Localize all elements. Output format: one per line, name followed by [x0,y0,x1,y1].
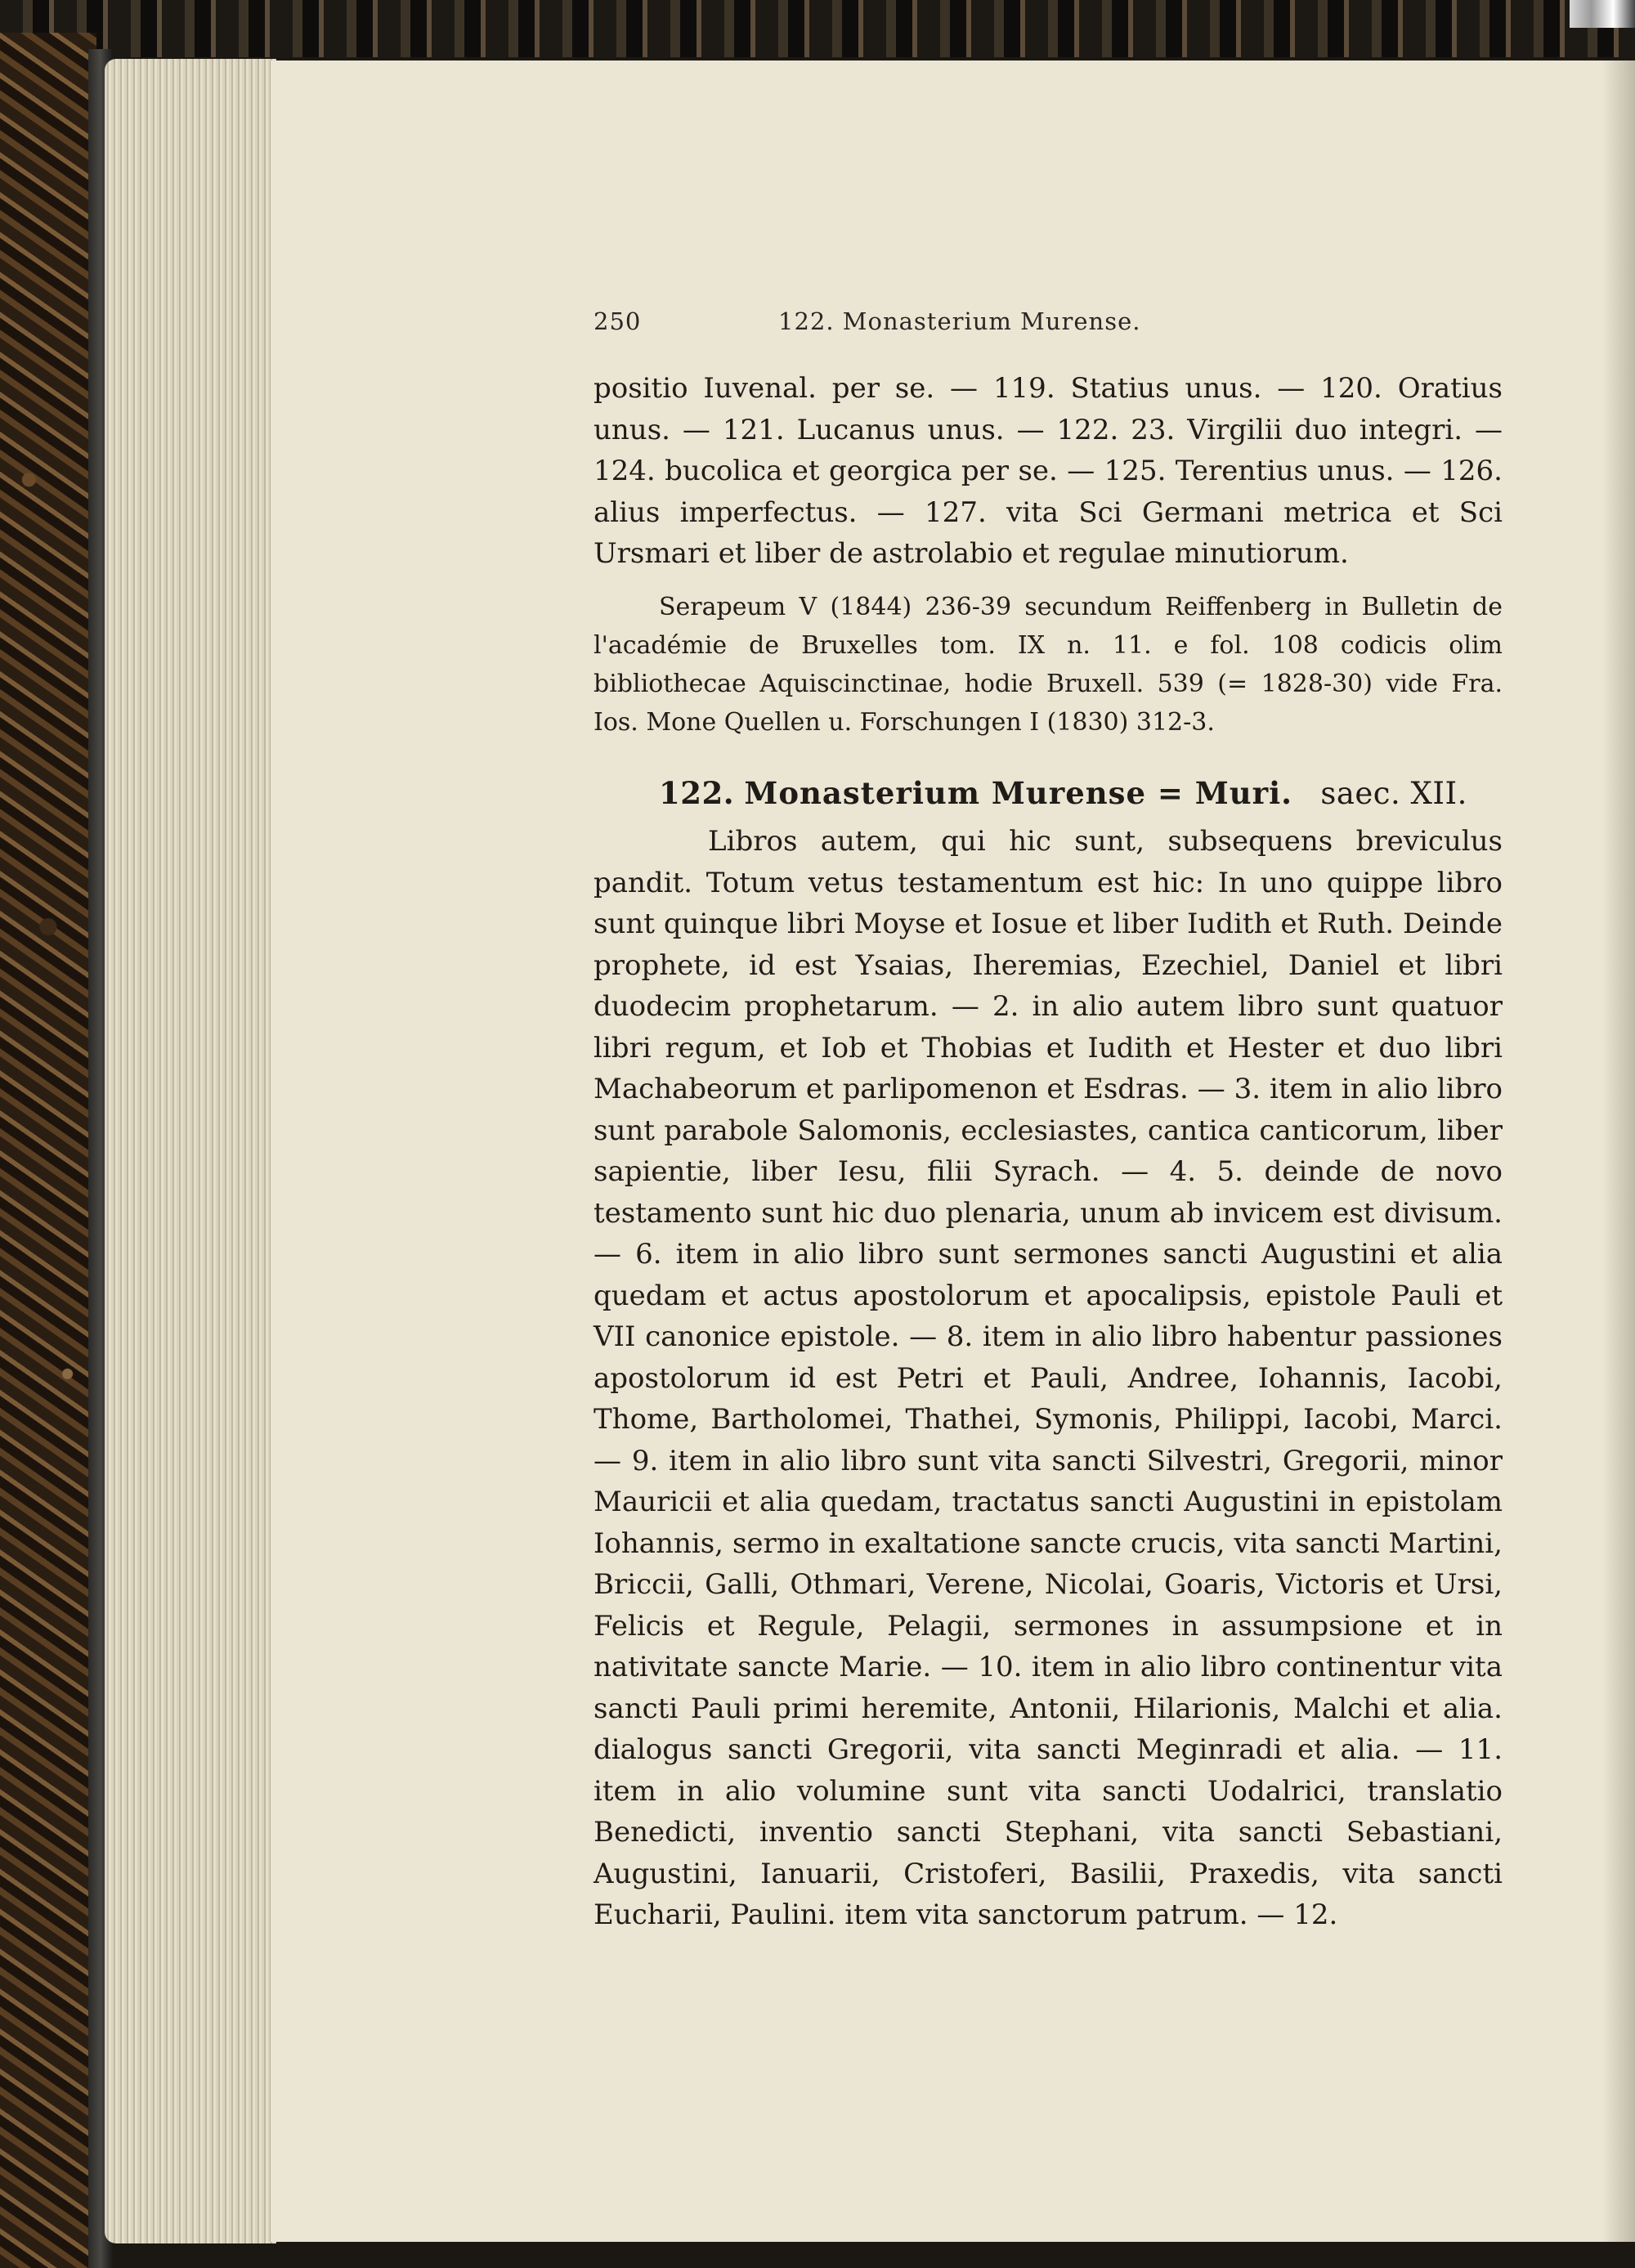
marbled-cover [0,33,96,2268]
scan-calibration-strip [1570,0,1635,28]
page-number: 250 [594,307,642,335]
continuation-paragraph: positio Iuvenal. per se. — 119. Statius unus. — 120. Oratius unus. — 121. Lucanus unus. — 122. 23. Virgilii duo integri. — 124. bucolica et georgica per se. — 125. Terentius unus. — 126. alius imperfectus. — 127. vita Sci Germani metrica et Sci Ursmari et liber de astrolabio et regulae minutiorum. [594,372,1503,570]
page-header [594,307,1635,348]
page-gutter-shadow [1602,61,1635,2242]
book-top-edge [0,0,1635,57]
section-title: Monasterium Murense = Muri. [744,774,1293,811]
bibliographic-note: Serapeum V (1844) 236-39 secundum Reiffenberg in Bulletin de l'académie de Bruxelles tom. IX n. 11. e fol. 108 codicis olim bibliothecae Aquiscinctinae, hodie Bruxell. 539 (= 1828-30) vide Fra. Ios. Mone Quellen u. Forschungen I (1830) 312-3. [594,592,1503,737]
section-date: saec. XII. [1320,775,1467,811]
page-text [594,368,1503,1936]
section-heading [594,773,1503,815]
page-stack-edges [105,59,276,2243]
running-title: 122. Monasterium Murense. [778,307,1141,335]
section-number: 122. [659,774,735,811]
main-paragraph: Libros autem, qui hic sunt, subsequens breviculus pandit. Totum vetus testamentum est hic: In uno quippe libro sunt quinque libri Moyse et Iosue et liber Iudith et Ruth. Deinde prophete, id est Ysaias, Iheremias, Ezechiel, Daniel et libri duodecim prophetarum. — 2. in alio autem libro sunt quatuor libri regum, et Iob et Thobias et Iudith et Hester et duo libri Machabeorum et parlipomenon et Esdras. — 3. item in alio libro sunt parabole Salomonis, ecclesiastes, cantica canticorum, liber sapientie, liber Iesu, filii Syrach. — 4. 5. deinde de novo testamento sunt hic duo plenaria, unum ab invicem est divisum. — 6. item in alio libro sunt sermones sancti Augustini et alia quedam et actus apostolorum et apocalipsis, epistole Pauli et VII canonice epistole. — 8. item in alio libro habentur passiones apostolorum id est Petri et Pauli, Andree, Iohannis, Iacobi, Thome, Bartholomei, Thathei, Symonis, Philippi, Iacobi, Marci. — 9. item in alio libro sunt vita sancti Silvestri, Gregorii, minor Mauricii et alia quedam, tractatus sancti Augustini in epistolam Iohannis, sermo in exaltatione sancte crucis, vita sancti Martini, Briccii, Galli, Othmari, Verene, Nicolai, Goaris, Victoris et Ursi, Felicis et Regule, Pelagii, sermones in assumpsione et in nativitate sancte Marie. — 10. item in alio libro continentur vita sancti Pauli primi heremite, Antonii, Hilarionis, Malchi et alia. dialogus sancti Gregorii, vita sancti Meginradi et alia. — 11. item in alio volumine sunt vita sancti Uodalrici, translatio Benedicti, inventio sancti Stephani, vita sancti Sebastiani, Augustini, Ianuarii, Cristoferi, Basilii, Praxedis, vita sancti Eucharii, Paulini. item vita sanctorum patrum. — 12. [594,825,1503,1931]
